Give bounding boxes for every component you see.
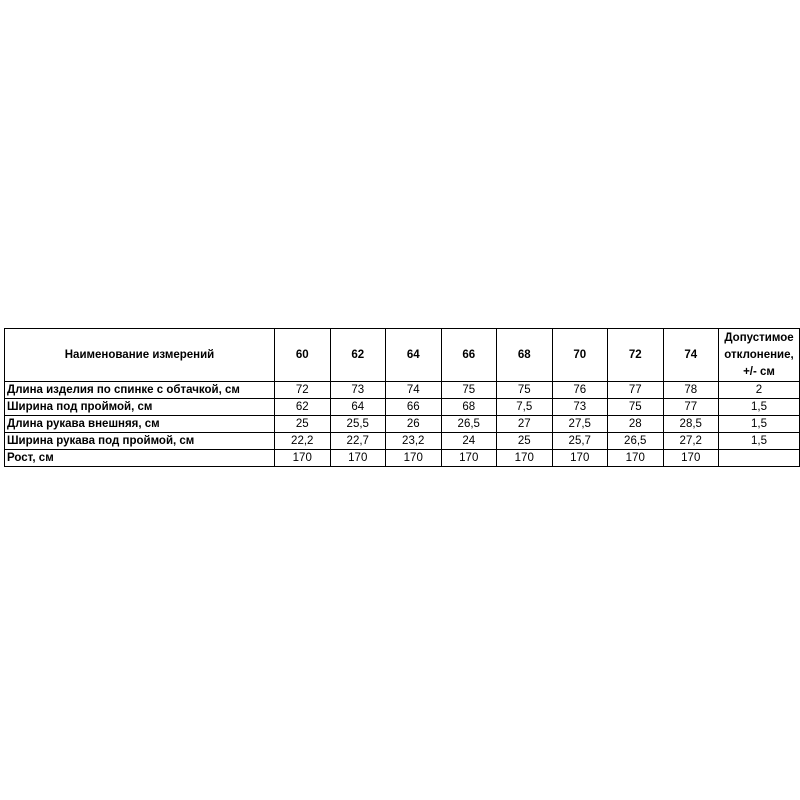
table-cell: 24 [441,433,497,450]
table-cell: 73 [552,399,608,416]
table-cell: 170 [663,450,719,467]
deviation-cell: 2 [719,382,800,399]
table-cell: 170 [497,450,553,467]
size-table [4,328,800,467]
header-size-70: 70 [552,329,608,382]
table-cell: 7,5 [497,399,553,416]
table-cell: 77 [608,382,664,399]
table-cell: 170 [608,450,664,467]
header-row [5,329,800,382]
table-cell: 62 [275,399,331,416]
table-cell: 68 [441,399,497,416]
table-cell: 170 [330,450,386,467]
table-cell: 25 [275,416,331,433]
table-row [5,382,800,399]
table-cell: 22,7 [330,433,386,450]
table-cell: 66 [386,399,442,416]
table-cell: 75 [497,382,553,399]
table-cell: 27,2 [663,433,719,450]
row-measure-name: Рост, см [5,450,275,467]
table-cell: 26,5 [608,433,664,450]
table-row [5,433,800,450]
table-cell: 25,7 [552,433,608,450]
table-cell: 170 [275,450,331,467]
table-cell: 75 [441,382,497,399]
table-row [5,450,800,467]
header-size-72: 72 [608,329,664,382]
table-cell: 26 [386,416,442,433]
table-cell: 74 [386,382,442,399]
table-cell: 22,2 [275,433,331,450]
header-size-68: 68 [497,329,553,382]
table-cell: 28 [608,416,664,433]
row-measure-name: Ширина под проймой, см [5,399,275,416]
table-cell: 78 [663,382,719,399]
table-cell: 25,5 [330,416,386,433]
deviation-cell: 1,5 [719,399,800,416]
table-cell: 76 [552,382,608,399]
table-cell: 73 [330,382,386,399]
header-deviation: Допустимое отклонение, +/- см [719,329,800,382]
deviation-cell [719,450,800,467]
header-size-66: 66 [441,329,497,382]
table-cell: 25 [497,433,553,450]
table-cell: 27 [497,416,553,433]
table-cell: 170 [441,450,497,467]
row-measure-name: Длина рукава внешняя, см [5,416,275,433]
table-row [5,416,800,433]
deviation-cell: 1,5 [719,433,800,450]
header-size-60: 60 [275,329,331,382]
row-measure-name: Длина изделия по спинке с обтачкой, см [5,382,275,399]
table-cell: 170 [386,450,442,467]
table-cell: 23,2 [386,433,442,450]
header-measure-name: Наименование измерений [5,329,275,382]
header-size-62: 62 [330,329,386,382]
table-cell: 28,5 [663,416,719,433]
table-cell: 170 [552,450,608,467]
header-size-64: 64 [386,329,442,382]
table-cell: 75 [608,399,664,416]
table-cell: 27,5 [552,416,608,433]
table-cell: 77 [663,399,719,416]
table-cell: 64 [330,399,386,416]
header-size-74: 74 [663,329,719,382]
table-cell: 72 [275,382,331,399]
table-cell: 26,5 [441,416,497,433]
table-row [5,399,800,416]
row-measure-name: Ширина рукава под проймой, см [5,433,275,450]
deviation-cell: 1,5 [719,416,800,433]
